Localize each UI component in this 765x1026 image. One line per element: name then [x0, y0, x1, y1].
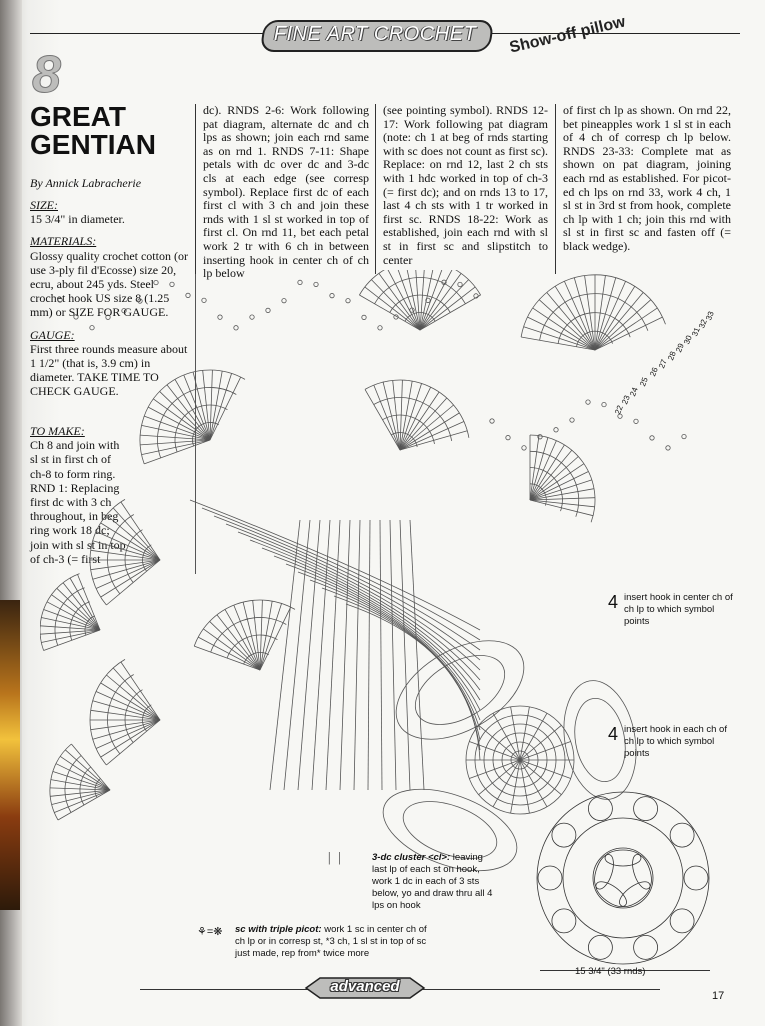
finished-doily-thumbnail [532, 787, 714, 969]
gauge-text: First three rounds measure about 1 1/2" (that is, 3.9 cm) in diameter. TAKE TIME TO CHECK GAUGE. [30, 341, 188, 399]
title-line-2: GENTIAN [30, 129, 156, 160]
pattern-title [30, 103, 156, 159]
round-number: 28 [666, 350, 678, 362]
picot-symbol-icon: ⚘=❋ [197, 926, 223, 938]
gauge-label: GAUGE: [30, 327, 75, 342]
level-label: advanced [330, 978, 400, 995]
round-number: 27 [657, 358, 669, 370]
round-number: 24 [628, 386, 640, 398]
legend-cluster-body [372, 852, 493, 912]
to-make-label: TO MAKE: [30, 424, 85, 438]
section-title: FINE ART CROCHET [273, 23, 477, 45]
legend-each [608, 724, 738, 760]
legend-picot-text: work 1 sc in center ch of ch lp or in corresp st, *3 ch, 1 sl st in top of sc just made, rep from* twice more [235, 924, 427, 959]
legend-picot-title: sc with triple picot: [235, 924, 322, 935]
cluster-symbol-icon: ᛁᛁ [325, 850, 346, 866]
round-number: 26 [648, 366, 660, 378]
legend-pointing [608, 592, 738, 628]
to-make-text: Ch 8 and join with sl st in first ch of ch-8 to form ring. RND 1: Replacing first dc with 3 ch throughout, in beg ring work 18 dc; join with sl st in top of ch-3 (= first [30, 438, 126, 566]
title-line-1: GREAT [30, 101, 126, 132]
round-number: 23 [620, 394, 632, 406]
size-text: 15 3/4" in diameter. [30, 212, 125, 227]
byline: By Annick Labracherie [30, 176, 142, 190]
adjacent-page-photo [0, 600, 20, 910]
column-separator [195, 104, 196, 274]
materials-text: Glossy quality crochet cotton (or use 3-ply fil d'Ecosse) size 20, ecru, about 245 yds. Steel crochet hook US size 8 (1.25 mm) or SIZE FOR GAUGE. [30, 248, 188, 320]
tagline: Show-off pillow [508, 13, 627, 57]
legend-cluster [325, 852, 493, 912]
round-number: 25 [638, 376, 650, 388]
legend-picot [197, 924, 427, 960]
size-label: SIZE: [30, 198, 58, 212]
round-number: 29 [674, 342, 686, 354]
size-section [30, 198, 188, 226]
instructions-column-2: (see pointing symbol). RNDS 12-17: Work following pat diagram (note: ch 1 at beg of rnds starting with sc does not count as first sc). Replace: on rnd 12, last 2 ch sts with 1 hdc worked in top of ch-3 (= first dc); and on rnds 13 to 17, last 4 ch sts with 1 tr worked in first sc. RNDS 18-22: Work as established, join each rnd with sl st in first sc and slipstitch to center [383, 103, 548, 267]
pointing-symbol-icon: 4 [608, 592, 619, 612]
dimension-label: 15 3/4" (33 rnds) [575, 966, 646, 977]
legend-cluster-title: 3-dc cluster <cl>: [372, 852, 451, 863]
legend-pointing-text: insert hook in center ch of ch lp to which symbol points [624, 592, 733, 627]
page-number: 17 [712, 990, 725, 1002]
legend-each-text: insert hook in each ch of ch lp to which symbol points [624, 724, 727, 759]
each-symbol-icon: 4 [608, 724, 619, 744]
round-number: 33 [704, 310, 716, 322]
materials-label: MATERIALS: [30, 234, 97, 249]
column-separator [375, 104, 376, 274]
column-separator [555, 104, 556, 274]
instructions-column-1: dc). RNDS 2-6: Work following pat diagram, alternate dc and ch lps as shown; join each rnd same as on rnd 1. RNDS 7-11: Shape petals with dc over dc and 3-dc cls at each edge (see corresp symbol). Replace first dc of each first cl with 3 ch and join these rnds with 1 sl st worked in top of first cl. On rnd 11, bet each petal work 2 tr with 6 ch in between inserting hook in center ch of ch lp below [203, 103, 369, 281]
instructions-column-3: of first ch lp as shown. On rnd 22, bet pineapples work 1 sl st in each of 4 ch of corresp ch lp below. RNDS 23-33: Complete mat as shown on pat diagram, joining each rnd as established. For picot-ed ch lps on rnd 33, work 4 ch, 1 sl st in 3rd st from hook, complete ch lp with 1 ch; join this rnd with sl st in first sc and fasten off (= black wedge). [563, 103, 731, 253]
round-number: 22 [613, 404, 625, 416]
round-number: 31 [690, 326, 702, 338]
pattern-number: 8 [32, 46, 61, 104]
legend-cluster-text: leaving last lp of each st on hook, work 1 dc in each of 3 sts below, yo and draw thru all 4 lps on hook [372, 852, 493, 911]
legend-picot-body [235, 924, 427, 960]
round-number: 32 [697, 318, 709, 330]
round-number: 30 [682, 334, 694, 346]
